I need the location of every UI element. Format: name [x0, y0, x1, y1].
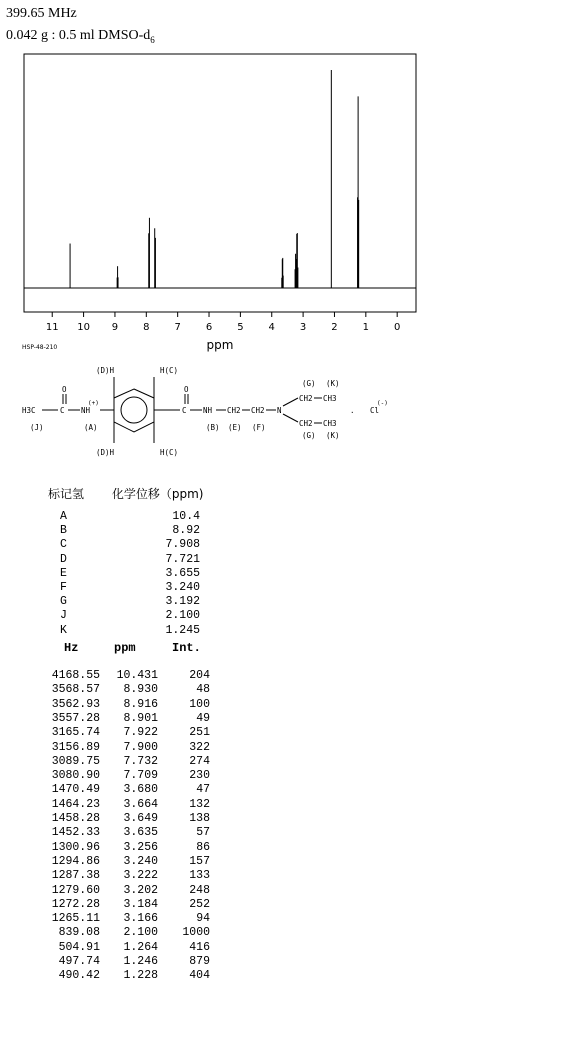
label-n: N [277, 406, 282, 415]
assignment-value: 10.4 [172, 510, 200, 523]
assignment-row [60, 510, 200, 523]
label-dh-top: (D)H [96, 366, 115, 375]
label-hc-bot: H(C) [160, 448, 179, 457]
peak-int: 57 [196, 826, 210, 840]
peak-row [44, 683, 210, 696]
x-tick-label-6: 5 [237, 322, 244, 333]
peak-ppm: 7.900 [123, 740, 158, 754]
peak-hz: 497.74 [58, 955, 100, 968]
label-k-top: (K) [326, 379, 340, 388]
label-dot: . [350, 406, 355, 415]
peak-hz: 1294.86 [51, 854, 100, 868]
assignment-label: J [60, 609, 67, 623]
spectrum-code: HSP-48-210 [22, 344, 58, 351]
x-tick-label-4: 7 [174, 322, 181, 333]
peak-ppm: 3.664 [123, 797, 158, 811]
label-nh-amide: NH [203, 406, 213, 415]
peak-ppm: 8.930 [123, 683, 158, 697]
peak-hz: 1464.23 [51, 797, 100, 811]
assignment-label: G [60, 595, 67, 609]
label-ch2b: CH2 [251, 406, 265, 415]
peak-int: 132 [189, 797, 210, 811]
peak-ppm: 3.240 [123, 854, 158, 868]
peak-int: 157 [189, 854, 210, 868]
peak-int: 416 [189, 940, 210, 954]
assignment-value: 3.655 [165, 566, 200, 580]
x-tick-label-5: 6 [205, 322, 213, 333]
assignment-value: 8.92 [172, 524, 200, 538]
peak-int: 251 [189, 726, 210, 740]
label-top-ch2: CH2 [299, 394, 313, 403]
peak-int: 252 [189, 897, 210, 911]
label-bot-ch2: CH2 [299, 419, 313, 428]
peak-int: 94 [196, 912, 210, 926]
peak-hz: 3080.90 [51, 769, 100, 783]
peak-ppm: 7.732 [123, 754, 158, 768]
peak-ppm: 2.100 [123, 926, 158, 940]
peak-hz: 1458.28 [51, 812, 100, 825]
assignment-header [48, 485, 227, 502]
peak-ppm: 3.184 [123, 897, 158, 911]
assignment-label: F [60, 581, 67, 594]
peak-hz: 1279.60 [51, 883, 100, 897]
x-tick-label-2: 9 [111, 322, 119, 333]
peak-int: 274 [189, 754, 210, 768]
assignment-value: 3.192 [165, 595, 200, 609]
molecular-structure [0, 0, 570, 470]
peak-ppm: 3.680 [123, 783, 158, 797]
label-c-left: C [60, 406, 65, 415]
assignment-label: E [60, 566, 67, 580]
peak-hz: 3165.74 [51, 726, 100, 740]
x-tick-label-3: 8 [143, 322, 150, 333]
peak-hz: 3089.75 [51, 754, 100, 768]
label-j: (J) [30, 423, 44, 432]
label-ch2a: CH2 [227, 406, 241, 415]
label-o-right: O [184, 385, 189, 394]
label-bot-ch3: CH3 [323, 419, 337, 428]
label-nh-charge: (+) [88, 400, 99, 407]
peak-ppm: 8.916 [123, 697, 158, 711]
label-hc-top: H(C) [160, 366, 179, 375]
col-hydrogen: 标记氢 [48, 487, 85, 501]
label-g-top: (G) [302, 379, 316, 388]
peak-int: 879 [189, 955, 210, 968]
peak-ppm: 3.222 [123, 869, 158, 883]
peak-int: 404 [189, 969, 210, 983]
peak-ppm: 7.709 [123, 769, 158, 783]
label-dh-bot: (D)H [96, 448, 115, 457]
peak-hz: 1272.28 [51, 897, 100, 911]
peak-int: 48 [196, 683, 210, 697]
aromatic-circle [121, 397, 147, 423]
x-tick-label-9: 2 [331, 322, 338, 333]
peak-row [44, 969, 210, 982]
assignment-label: K [60, 623, 67, 637]
peak-ppm: 1.228 [123, 969, 158, 983]
label-cl: Cl [370, 406, 380, 415]
peak-int: 322 [189, 740, 210, 754]
peak-row [44, 884, 210, 897]
assignment-value: 7.721 [165, 552, 200, 566]
peak-row [44, 712, 210, 725]
x-tick-label-1: 10 [77, 322, 90, 333]
peak-row [44, 726, 210, 739]
peak-hz: 3562.93 [51, 697, 100, 711]
peak-ppm: 7.922 [123, 726, 158, 740]
peak-hz: 3557.28 [51, 711, 100, 725]
assignment-value: 7.908 [165, 538, 200, 552]
peak-int: 138 [189, 812, 210, 825]
assignment-value: 3.240 [165, 581, 200, 594]
label-b: (B) [206, 423, 220, 432]
assignment-value: 2.100 [165, 609, 200, 623]
peak-hz: 4168.55 [51, 669, 100, 682]
peak-row [44, 912, 210, 925]
assignment-label: B [60, 524, 67, 538]
peak-row [44, 841, 210, 854]
peak-ppm: 8.901 [123, 711, 158, 725]
assignment-row [60, 609, 200, 622]
label-cl-charge: (-) [377, 400, 388, 407]
peak-hz: 1300.96 [51, 840, 100, 854]
peak-hz: 1452.33 [51, 826, 100, 840]
peak-ppm: 3.635 [123, 826, 158, 840]
peak-ppm: 1.246 [123, 955, 158, 968]
sample-subscript: 6 [150, 34, 155, 45]
x-axis-label: ppm [206, 338, 234, 352]
peak-ppm: 10.431 [116, 669, 158, 682]
col-shift: 化学位移（ppm) [111, 487, 204, 501]
benzene-ring [114, 389, 154, 432]
peak-hz: 1470.49 [51, 783, 100, 797]
peak-int: 133 [189, 869, 210, 883]
peak-hz: 1287.38 [51, 869, 100, 883]
peak-hz: 1265.11 [51, 912, 100, 926]
peak-int: 204 [189, 669, 210, 682]
label-f: (F) [252, 423, 266, 432]
label-h3c: H3C [22, 406, 36, 415]
assignment-row [60, 553, 200, 566]
peak-row [44, 941, 210, 954]
bond [283, 398, 298, 406]
x-tick-label-0: 11 [45, 322, 59, 333]
peak-row [44, 783, 210, 796]
peak-ppm: 3.202 [123, 883, 158, 897]
peak-row [44, 855, 210, 868]
peak-hz: 3568.57 [51, 683, 100, 697]
x-tick-label-11: 0 [393, 322, 401, 333]
peak-ppm: 3.649 [123, 812, 158, 825]
label-a: (A) [84, 423, 98, 432]
label-top-ch3: CH3 [323, 394, 337, 403]
peak-hz: 504.91 [58, 940, 100, 954]
peak-col-ppm: ppm [114, 641, 136, 655]
peak-int: 49 [196, 711, 210, 725]
peak-row [44, 926, 210, 939]
peak-row [44, 955, 210, 968]
label-o-left: O [62, 385, 67, 394]
assignment-row [60, 567, 200, 580]
peak-row [44, 698, 210, 711]
peak-row [44, 669, 210, 682]
assignment-row [60, 624, 200, 637]
peak-row [44, 869, 210, 882]
label-g-bot: (G) [302, 431, 316, 440]
peak-int: 230 [189, 769, 210, 783]
sample-text: 0.042 g : 0.5 ml DMSO-d [6, 28, 151, 43]
label-k-bot: (K) [326, 431, 340, 440]
peak-row [44, 769, 210, 782]
peak-int: 47 [196, 783, 210, 797]
peak-row [44, 898, 210, 911]
peak-col-int: Int. [172, 641, 201, 655]
x-tick-label-7: 4 [268, 322, 275, 333]
peak-int: 1000 [182, 926, 210, 940]
assignment-value: 1.245 [165, 623, 200, 637]
bond [283, 414, 298, 422]
peak-row [44, 755, 210, 768]
assignment-label: A [60, 510, 67, 523]
assignment-row [60, 581, 200, 594]
peak-int: 86 [196, 840, 210, 854]
peak-row [44, 798, 210, 811]
label-nh: NH [81, 406, 91, 415]
peak-row [44, 812, 210, 825]
peak-row [44, 826, 210, 839]
assignment-label: C [60, 538, 67, 552]
peak-col-hz: Hz [64, 641, 79, 655]
label-c-right: C [182, 406, 187, 415]
peak-hz: 490.42 [58, 969, 100, 983]
peak-int: 100 [189, 697, 210, 711]
x-tick-label-8: 3 [299, 322, 307, 333]
assignment-row [60, 524, 200, 537]
peak-row [44, 741, 210, 754]
peak-int: 248 [189, 883, 210, 897]
peak-ppm: 1.264 [123, 940, 158, 954]
frequency-label: 399.65 MHz [6, 6, 77, 21]
peak-hz: 839.08 [58, 926, 100, 940]
peak-ppm: 3.166 [123, 912, 158, 926]
x-tick-label-10: 1 [362, 322, 370, 333]
assignment-row [60, 595, 200, 608]
assignment-label: D [60, 552, 67, 566]
label-e: (E) [228, 423, 242, 432]
peak-hz: 3156.89 [51, 740, 100, 754]
assignment-row [60, 538, 200, 551]
peak-ppm: 3.256 [123, 840, 158, 854]
